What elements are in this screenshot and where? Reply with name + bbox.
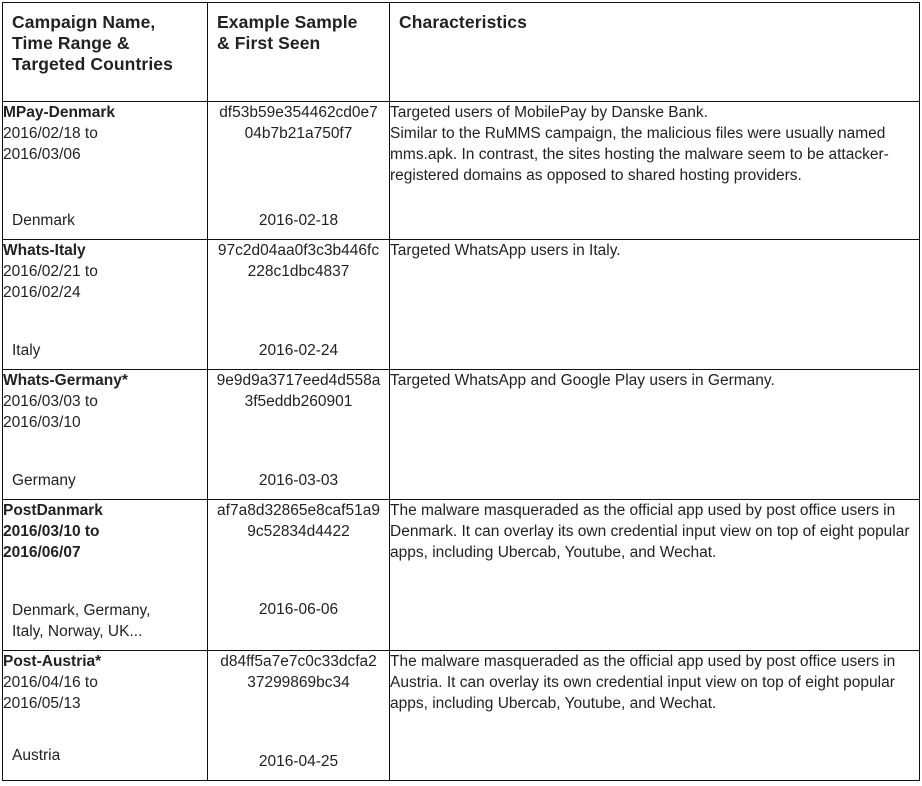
characteristics-text: Targeted WhatsApp and Google Play users in Germany.: [390, 372, 775, 389]
sample-hash: df53b59e354462cd0e704b7b21a750f7: [219, 104, 378, 142]
sample-hash: d84ff5a7e7c0c33dcfa237299869bc34: [220, 653, 377, 691]
characteristics-text: Targeted users of MobilePay by Danske Bank.: [390, 104, 708, 121]
targeted-countries: Germany: [12, 472, 76, 489]
header-example-sample: [208, 3, 390, 102]
targeted-countries: Austria: [12, 747, 61, 764]
first-seen-date: 2016-03-03: [258, 472, 339, 489]
time-range-start: 2016/02/21 to: [3, 263, 98, 280]
time-range-end: 2016/06/07: [3, 544, 81, 561]
characteristics-text: Targeted WhatsApp users in Italy.: [390, 242, 621, 259]
campaign-name: PostDanmark: [3, 502, 103, 519]
campaign-cell: [3, 240, 208, 370]
time-range-start: 2016/02/18 to: [3, 125, 98, 142]
header-campaign-name: [3, 3, 208, 102]
sample-cell: [208, 370, 390, 500]
time-range-end: 2016/02/24: [3, 284, 81, 301]
campaign-table: [2, 2, 920, 781]
campaign-cell: [3, 651, 208, 781]
table-row: [3, 500, 920, 651]
time-range-start: 2016/03/10 to: [3, 523, 100, 540]
characteristics-cell: [390, 500, 920, 651]
sample-hash: 9e9d9a3717eed4d558a3f5eddb260901: [216, 372, 381, 410]
header-name-line-2: Time Range &: [12, 33, 130, 53]
header-sample-line-2: & First Seen: [217, 33, 321, 53]
header-characteristics-label: Characteristics: [399, 12, 527, 32]
campaign-cell: [3, 102, 208, 240]
characteristics-text: The malware masqueraded as the official app used by post office users in Austria. It can overlay its own credential input view on top of eight popular apps, including Ubercab, Youtube, and Wechat.: [390, 653, 896, 712]
time-range-end: 2016/05/13: [3, 695, 81, 712]
characteristics-cell: [390, 102, 920, 240]
header-characteristics: [390, 3, 920, 102]
table-row: [3, 240, 920, 370]
sample-cell: [208, 500, 390, 651]
campaign-cell: [3, 500, 208, 651]
time-range-start: 2016/04/16 to: [3, 674, 98, 691]
first-seen-date: 2016-02-24: [258, 342, 339, 359]
sample-cell: [208, 240, 390, 370]
time-range-end: 2016/03/06: [3, 146, 81, 163]
header-name-line-3: Targeted Countries: [12, 54, 173, 74]
characteristics-cell: [390, 240, 920, 370]
first-seen-date: 2016-06-06: [258, 601, 339, 618]
sample-cell: [208, 102, 390, 240]
sample-cell: [208, 651, 390, 781]
campaign-name: Whats-Germany*: [3, 372, 128, 389]
characteristics-cell: [390, 651, 920, 781]
first-seen-date: 2016-04-25: [258, 753, 339, 770]
campaign-name: Post-Austria*: [3, 653, 102, 670]
first-seen-date: 2016-02-18: [258, 212, 339, 229]
campaign-name: Whats-Italy: [3, 242, 86, 259]
header-row: [3, 3, 920, 102]
header-name-line-1: Campaign Name,: [12, 12, 156, 32]
table-row: [3, 651, 920, 781]
characteristics-cell: [390, 370, 920, 500]
characteristics-text: Similar to the RuMMS campaign, the malicious files were usually named mms.apk. In contrast, the sites hosting the malware seem to be attacker-registered domains as opposed to shared hosting providers.: [390, 125, 889, 184]
characteristics-text: The malware masqueraded as the official app used by post office users in Denmark. It can overlay its own credential input view on top of eight popular apps, including Ubercab, Youtube, and Wechat.: [390, 502, 910, 561]
table-row: [3, 102, 920, 240]
header-sample-line-1: Example Sample: [217, 12, 358, 32]
targeted-countries: Denmark: [12, 212, 75, 229]
campaign-cell: [3, 370, 208, 500]
targeted-countries: [12, 600, 201, 642]
targeted-countries-line-1: Denmark, Germany,: [12, 602, 151, 619]
table-row: [3, 370, 920, 500]
campaign-name: MPay-Denmark: [3, 104, 115, 121]
sample-hash: af7a8d32865e8caf51a99c52834d4422: [217, 502, 380, 540]
time-range-start: 2016/03/03 to: [3, 393, 98, 410]
targeted-countries-line-2: Italy, Norway, UK...: [12, 623, 143, 640]
time-range-end: 2016/03/10: [3, 414, 81, 431]
sample-hash: 97c2d04aa0f3c3b446fc228c1dbc4837: [217, 242, 380, 280]
targeted-countries: Italy: [12, 342, 41, 359]
